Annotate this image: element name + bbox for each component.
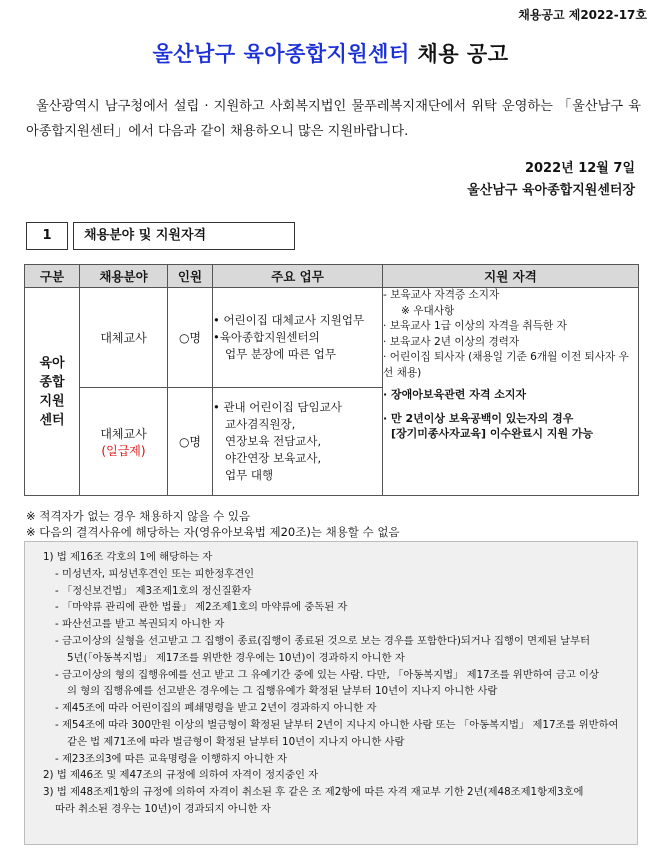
disq-line: - 금고이상의 실형을 선고받고 그 집행이 종료(집행이 종료된 것으로 보는 경우를 포함한다)되거나 집행이 면제된 날부터 (55, 634, 591, 647)
category-line: 지원 (39, 393, 65, 409)
table-header: 지원 자격 (383, 265, 639, 288)
category-cell (25, 288, 80, 496)
qual-line: · 장애아보육관련 자격 소지자 (383, 388, 527, 401)
qual-line: - 보육교사 자격증 소지자 (383, 289, 500, 301)
table-header: 인원 (168, 265, 213, 288)
disq-line: - 미성년자, 피성년후견인 또는 피한정후견인 (55, 567, 255, 580)
qual-line: ※ 우대사항 (401, 304, 455, 317)
qual-line: · 만 2년이상 보육공백이 있는자의 경우 (383, 411, 574, 425)
disq-line: 1) 법 제16조 각호의 1에 해당하는 자 (43, 551, 213, 563)
duty-line: • 관내 어린이집 담임교사 (213, 400, 342, 414)
recruitment-table (24, 264, 639, 496)
duty-line: • 어린이집 대체교사 지원업무 (213, 313, 365, 327)
disq-line: - 「정신보건법」 제3조제1호의 정신질환자 (55, 584, 252, 597)
duty-line: 야간연장 보육교사, (225, 451, 322, 465)
disq-line: 2) 법 제46조 및 제47조의 규정에 의하여 자격이 정지중인 자 (43, 769, 319, 782)
remark-line: ※ 다음의 결격사유에 해당하는 자(영유아보육법 제20조)는 채용할 수 없음 (26, 525, 400, 539)
duties-cell (213, 288, 383, 388)
remark-line: ※ 적격자가 없는 경우 채용하지 않을 수 있음 (26, 509, 251, 523)
disq-line: - 제54조에 따라 300만원 이상의 벌금형이 확정된 날부터 2년이 지나지 아니한 사람 또는 「아동복지법」 제17조를 위반하여 (55, 718, 619, 731)
qual-line: · 보육교사 2년 이상의 경력자 (383, 335, 520, 348)
field-name: 대체교사 (100, 426, 147, 441)
remarks (26, 508, 400, 540)
table-header: 채용분야 (80, 265, 168, 288)
duties-cell (213, 388, 383, 496)
field-cell (80, 288, 168, 388)
duty-line: 교사겸직원장, (225, 417, 296, 431)
disq-line: - 제23조의3에 따른 교육명령을 이행하지 아니한 자 (55, 752, 287, 765)
notice-number: 채용공고 제2022-17호 (518, 8, 647, 22)
qual-line: [장기미종사자교육] 이수완료시 지원 가능 (391, 427, 594, 440)
title-main: 울산남구 육아종합지원센터 (152, 42, 410, 66)
section-title: 채용분야 및 지원자격 (73, 222, 295, 250)
disq-line: 따라 취소된 경우는 10년)이 경과되지 아니한 자 (55, 802, 271, 815)
disq-line: - 「마약류 관리에 관한 법률」 제2조제1호의 마약류에 중독된 자 (55, 601, 348, 614)
field-cell (80, 388, 168, 496)
duty-line: 업무 분장에 따른 업무 (225, 347, 336, 361)
disq-line: 3) 법 제48조제1항의 규정에 의하여 자격이 취소된 후 같은 조 제2항에 따른 자격 재교부 기한 2년(제48조제1항제3호에 (43, 786, 584, 799)
disq-line: 같은 법 제71조에 따라 벌금형이 확정된 날부터 10년이 지나지 아니한 사람 (67, 735, 405, 748)
disq-line: - 파산선고를 받고 복권되지 아니한 자 (55, 618, 225, 631)
table-header: 주요 업무 (213, 265, 383, 288)
field-note: (일급제) (101, 443, 146, 458)
disqualification-box (24, 541, 638, 845)
table-header: 구분 (25, 265, 80, 288)
category-line: 육아 (39, 355, 65, 371)
intro-paragraph: 울산광역시 남구청에서 설립 · 지원하고 사회복지법인 물푸레복지재단에서 위탁 운영하는 「울산남구 육아종합지원센터」에서 다음과 같이 채용하오니 많은 지원바랍니다. (26, 99, 641, 139)
organization-signature: 울산남구 육아종합지원센터장 (467, 183, 635, 198)
category-line: 센터 (39, 412, 65, 428)
table-row (25, 288, 639, 388)
disq-line: 의 형의 집행유예를 선고받은 경우에는 그 집행유예가 확정된 날부터 10년이 지나지 아니한 사람 (67, 685, 498, 698)
table-header-row (25, 265, 639, 288)
qualifications-cell (383, 288, 639, 496)
count-cell: ○명 (168, 388, 213, 496)
disq-line: 5년(「아동복지법」 제17조를 위반한 경우에는 10년)이 경과하지 아니한 자 (67, 651, 405, 664)
qual-line: · 보육교사 1급 이상의 자격을 취득한 자 (383, 320, 567, 332)
count-cell: ○명 (168, 288, 213, 388)
disq-line: - 금고이상의 형의 집행유예를 선고 받고 그 유예기간 중에 있는 사람. 다만, 「아동복지법」 제17조를 위반하여 금고 이상 (55, 668, 599, 681)
page-title (0, 38, 661, 68)
duty-line: 연장보육 전담교사, (225, 434, 322, 448)
field-name: 대체교사 (100, 331, 147, 345)
qual-line: · 어린이집 퇴사자 (채용일 기준 6개월 이전 퇴사자 우선 채용) (383, 351, 629, 379)
notice-date: 2022년 12월 7일 (524, 161, 635, 176)
title-suffix: 채용 공고 (417, 42, 509, 66)
disq-line: - 제45조에 따라 어린이집의 폐쇄명령을 받고 2년이 경과하지 아니한 자 (55, 702, 377, 715)
category-line: 종합 (39, 374, 65, 390)
duty-line: 업무 대행 (225, 468, 274, 482)
section-number: 1 (26, 222, 68, 250)
duty-line: •육아종합지원센터의 (213, 330, 320, 344)
